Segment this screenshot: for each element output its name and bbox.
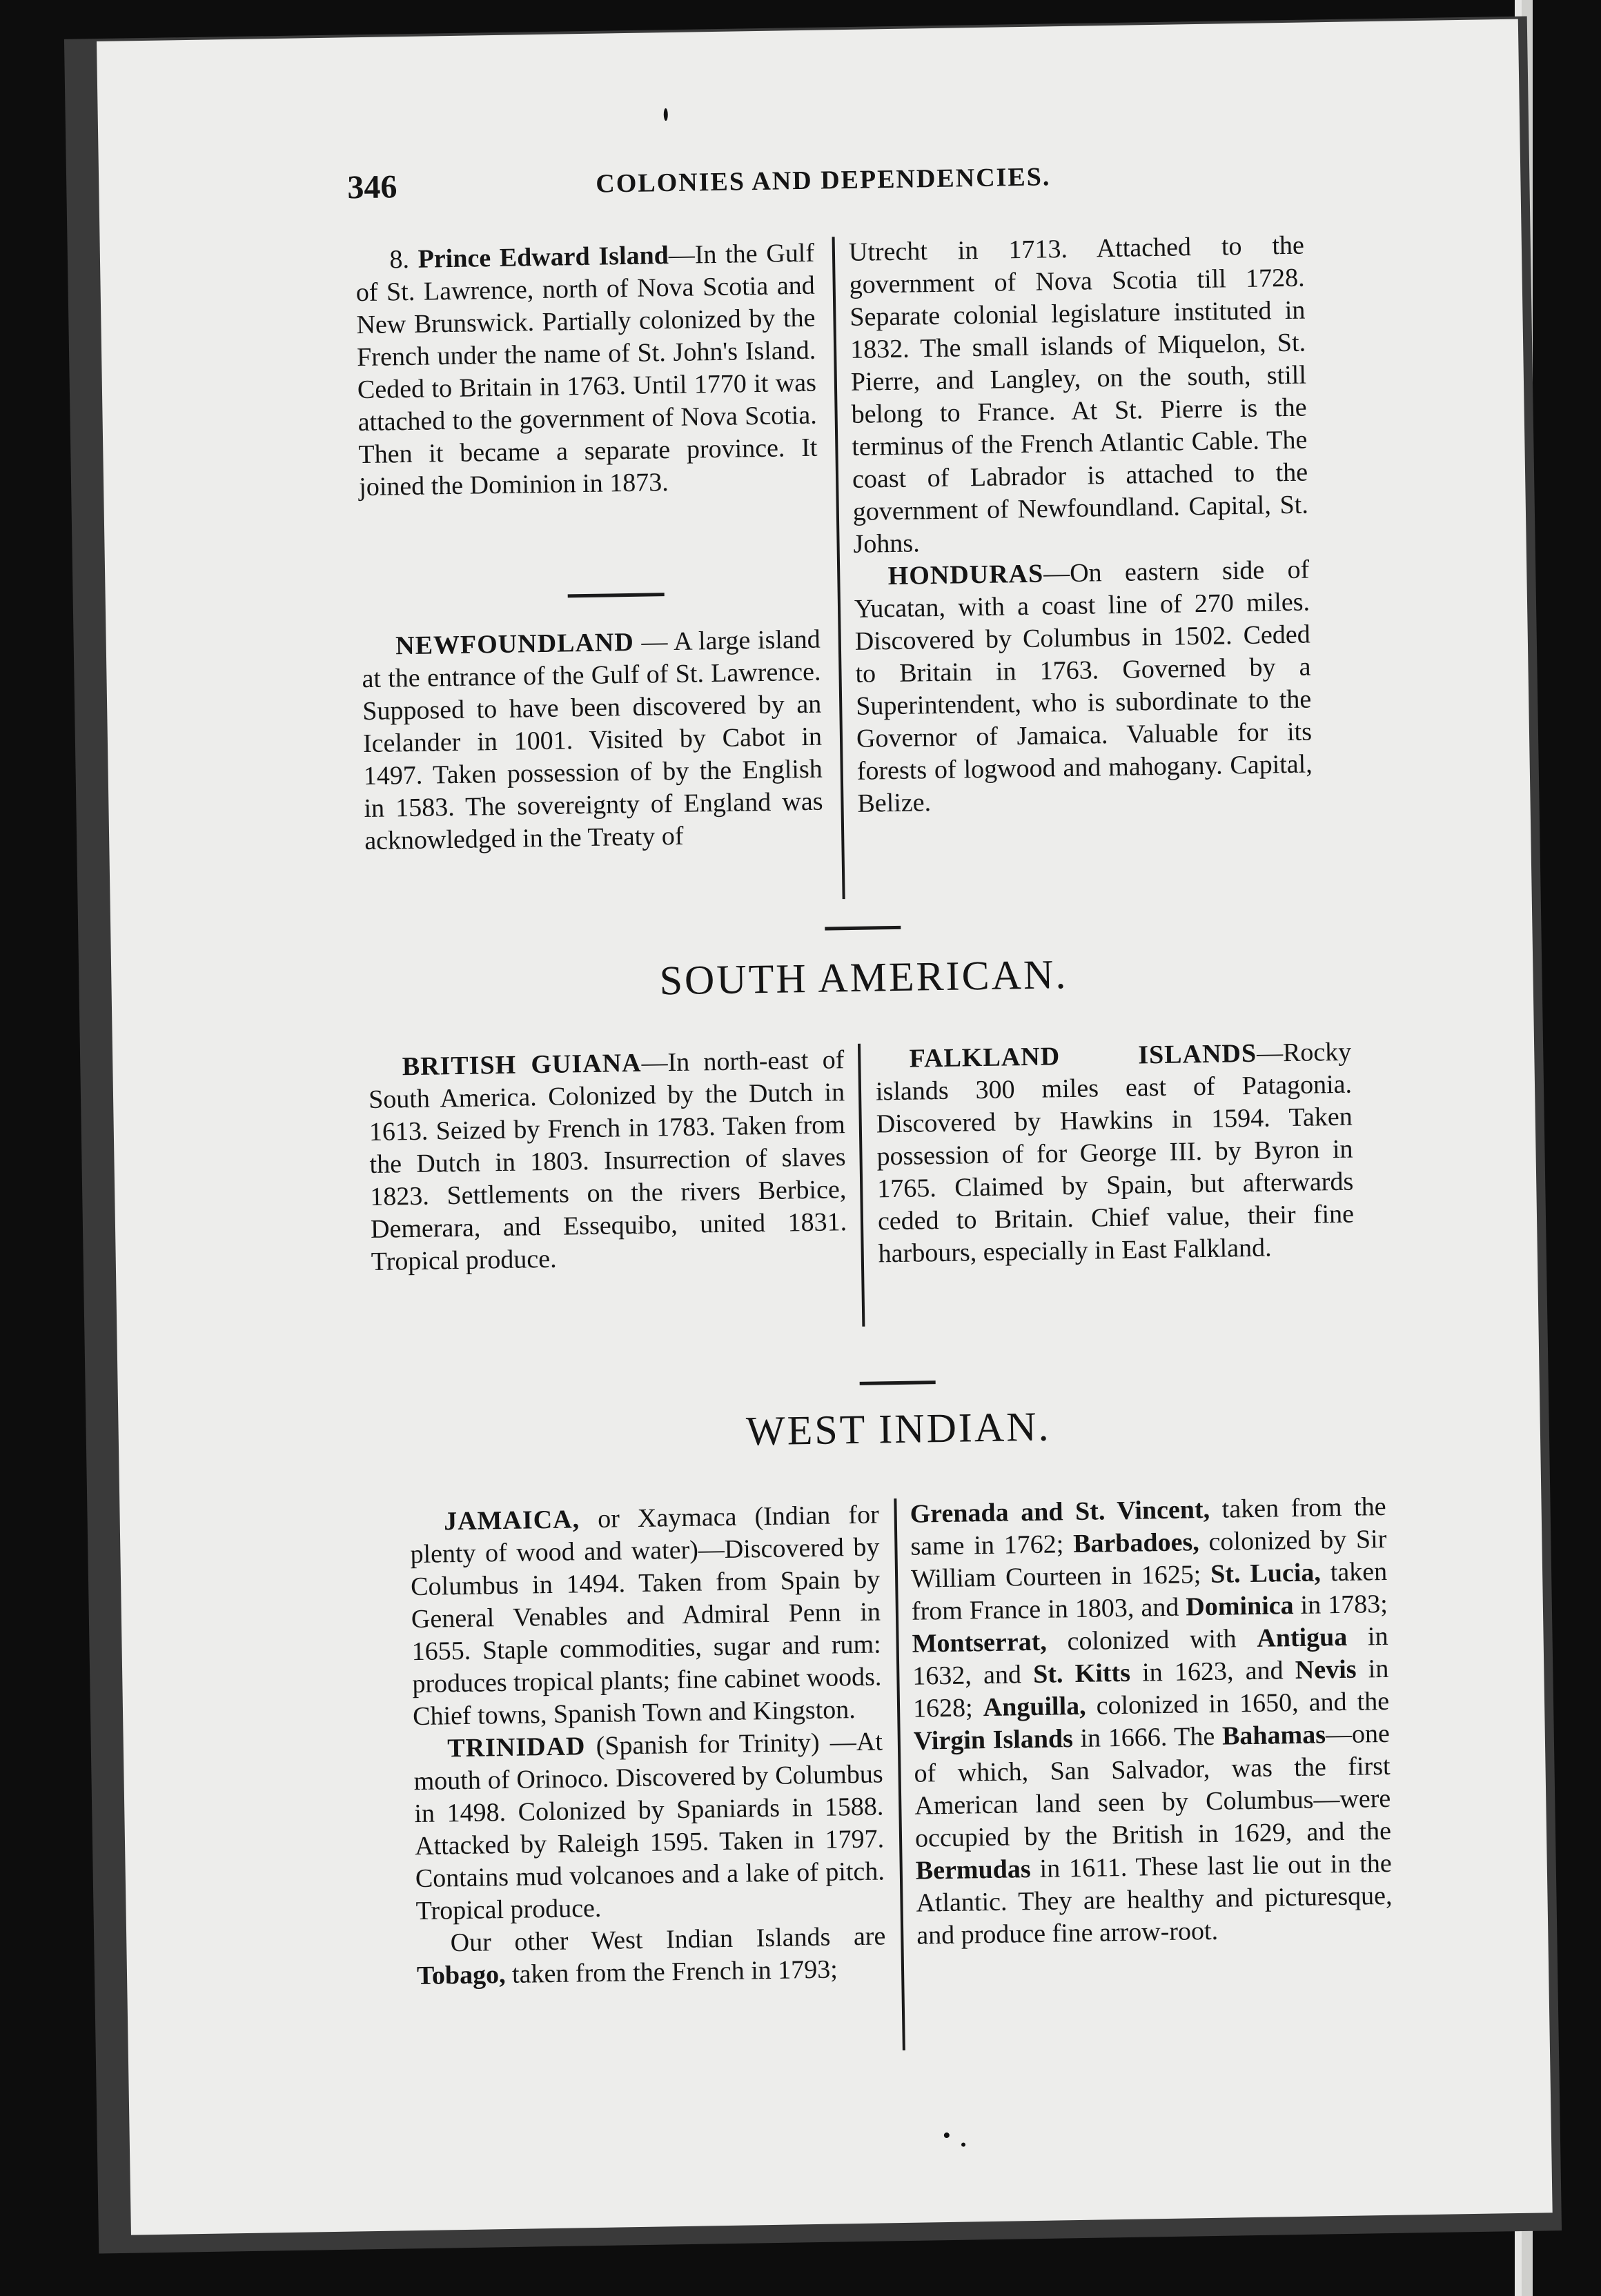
section-title-south-american: SOUTH AMERICAN. (659, 951, 1068, 1004)
tobago-name: Tobago, (416, 1960, 506, 1991)
british-guiana-entry (368, 1044, 847, 1278)
pei-column (355, 237, 818, 504)
other-intro: Our other West Indian Islands are (450, 1921, 886, 1958)
barbadoes-name: Barbadoes, (1072, 1527, 1200, 1559)
grenada-st-vincent-name: Grenada and St. Vincent, (910, 1494, 1210, 1529)
barbadoes-text: colonized by Sir William Courteen in 1625; (910, 1524, 1387, 1594)
tobago-text: taken from the French in 1793; (505, 1954, 838, 1990)
column-rule-top (832, 237, 845, 899)
st-lucia-name: St. Lucia, (1210, 1558, 1322, 1589)
grenada-text: taken from the same in 1762; (910, 1492, 1386, 1561)
honduras-entry (854, 553, 1313, 820)
pei-text: —In the Gulf of St. Lawrence, north of Nova Scotia and New Brunswick. Partially colonized by the French under the name of St. John's Island. Ceded to Britain in 1763. Until 1770 it was attached to the government of Nova Scotia. Then it became a separate province. It joined the Dominion in 1873. (355, 238, 818, 502)
newfoundland-column (361, 624, 823, 858)
pei-heading: Prince Edward Island (418, 241, 669, 274)
st-kitts-name: St. Kitts (1032, 1658, 1131, 1689)
montserrat-name: Montserrat, (912, 1627, 1048, 1659)
jamaica-entry (409, 1498, 882, 1733)
column-rule-south (858, 1044, 865, 1327)
newfoundland-text: — A large island at the entrance of the Gulf of St. Lawrence. Supposed to have been discovered by an Icelander in 1001. Visited by Cabot in 1497. Taken possession of by the English in 1583. The sovereignty of England was acknowledged in the Treaty of (362, 624, 823, 856)
trinidad-heading: TRINIDAD (446, 1732, 586, 1763)
nevis-text: in 1628; (912, 1654, 1389, 1723)
book-page (97, 19, 1553, 2235)
bermudas-text: in 1611. These last lie out in the Atlantic. They are healthy and picturesque, and produce fine arrow-root. (916, 1848, 1393, 1950)
trinidad-text: (Spanish for Trinity) —At mouth of Orinoco. Discovered by Columbus in 1498. Colonized by Spaniards in 1588. Attacked by Raleigh 1595. Taken in 1797. Contains mud volcanoes and a lake of pitch. Tropical produce. (413, 1727, 885, 1926)
other-islands-continuation (910, 1491, 1393, 1952)
montserrat-text: colonized with (1046, 1623, 1257, 1656)
right-column-top (849, 230, 1313, 820)
anguilla-name: Anguilla, (983, 1691, 1086, 1723)
falkland-heading: FALKLAND ISLANDS (909, 1038, 1257, 1073)
antigua-text: in 1632, and (912, 1621, 1388, 1691)
west-indian-left-column (409, 1498, 886, 1992)
jamaica-text: or Xaymaca (Indian for plenty of wood and water)—Discovered by Columbus in 1494. Taken from Spain by General Venables and Admiral Penn in 1655. Staple commodities, sugar and rum: produces tropical plants; fine cabinet woods. Chief towns, Spanish Town and Kingston. (410, 1500, 882, 1732)
section-title-west-indian: WEST INDIAN. (745, 1403, 1051, 1454)
page-header (347, 155, 1259, 217)
anguilla-text: colonized in 1650, and the (1086, 1686, 1390, 1721)
west-indian-right-column (910, 1491, 1393, 1952)
dominica-text: in 1783; (1293, 1589, 1388, 1621)
falkland-column (875, 1036, 1355, 1271)
dominica-name: Dominica (1186, 1591, 1294, 1622)
trinidad-entry (413, 1725, 885, 1928)
bahamas-text: —one of which, San Salvador, was the first American land seen by Columbus—were occupied by the British in 1629, and the (914, 1719, 1392, 1853)
newfoundland-continuation: Utrecht in 1713. Attached to the government of Nova Scotia till 1728. Separate colonial legislature instituted in 1832. The small islands of Miquelon, St. Pierre, and Langley, on the south, still belong to France. At St. Pierre is the terminus of the French Atlantic Cable. The coast of Labrador is attached to the government of Newfoundland. Capital, St. Johns. (848, 230, 1309, 559)
honduras-heading: HONDURAS (887, 559, 1044, 591)
virgin-islands-text: in 1666. The (1072, 1721, 1223, 1754)
falkland-entry (875, 1036, 1355, 1271)
jamaica-heading: JAMAICA, (443, 1505, 580, 1536)
british-guiana-text: —In north-east of South America. Colonized by the Dutch in 1613. Seized by French in 1783. Taken from the Dutch in 1803. Insurrection of slaves 1823. Settlements on the rivers Berbice, Demerara, and Essequibo, united 1831. Tropical produce. (368, 1045, 847, 1276)
bermudas-name: Bermudas (915, 1854, 1031, 1886)
running-head: COLONIES AND DEPENDENCIES. (596, 162, 1051, 199)
british-guiana-heading: BRITISH GUIANA (402, 1048, 642, 1082)
nevis-name: Nevis (1295, 1654, 1357, 1685)
guiana-column (368, 1044, 847, 1278)
scan-speck (961, 2143, 965, 2147)
other-islands-entry (416, 1920, 886, 1992)
st-kitts-text: in 1623, and (1130, 1656, 1296, 1688)
page-number: 346 (346, 168, 397, 206)
section-divider-south (825, 926, 901, 931)
section-divider-west (860, 1380, 936, 1385)
column-rule-west (894, 1498, 905, 2050)
short-divider (568, 593, 665, 597)
entry-number: 8. (389, 244, 410, 275)
bahamas-name: Bahamas (1221, 1720, 1326, 1751)
newfoundland-heading: NEWFOUNDLAND (395, 627, 635, 661)
newfoundland-entry (361, 624, 823, 858)
st-lucia-text: taken from France in 1803, and (911, 1556, 1388, 1626)
antigua-name: Antigua (1256, 1622, 1348, 1653)
falkland-text: —Rocky islands 300 miles east of Patagonia. Discovered by Hawkins in 1594. Taken possession of for George III. by Byron in 1765. Claimed by Spain, but afterwards ceded to Britain. Chief value, their fine harbours, especially in East Falkland. (875, 1037, 1355, 1269)
pei-entry (355, 237, 818, 504)
virgin-islands-name: Virgin Islands (913, 1724, 1074, 1756)
honduras-text: —On eastern side of Yucatan, with a coast line of 270 miles. Discovered by Columbus in 1502. Ceded to Britain in 1763. Governed by a Superintendent, who is subordinate to the Governor of Jamaica. Valuable for its forests of logwood and mahogany. Capital, Belize. (854, 555, 1313, 818)
scan-speck (944, 2132, 950, 2138)
scan-speck (664, 108, 668, 121)
